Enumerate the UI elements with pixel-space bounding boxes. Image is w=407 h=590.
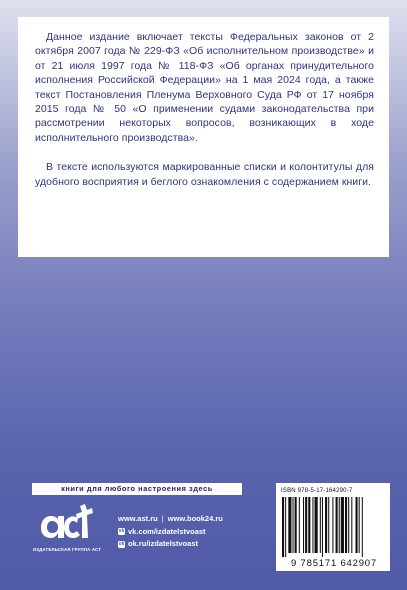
barcode-bar	[336, 497, 338, 553]
ast-logo-icon	[38, 500, 94, 546]
barcode-bar	[315, 497, 318, 553]
isbn-barcode-box	[276, 483, 390, 571]
annotation-paragraph-2: В тексте используются маркированные списки и колонтитулы для удобного восприятия и беглого ознакомления с содержанием книги.	[35, 161, 374, 188]
barcode-bar	[308, 497, 310, 553]
barcode-bar	[295, 497, 297, 553]
barcode-bar	[288, 497, 291, 553]
barcode-bar	[299, 497, 300, 553]
vk-icon: vk	[118, 528, 125, 535]
tagline-banner: книги для любого настроения здесь	[32, 483, 242, 495]
barcode-bar	[345, 497, 347, 553]
vk-row	[118, 526, 223, 539]
barcode-bar	[305, 497, 307, 553]
barcode-bar	[320, 497, 321, 553]
vk-link[interactable]: vk.com/izdatelstvoast	[128, 526, 206, 536]
barcode-bar	[339, 497, 340, 553]
barcode-bar	[293, 497, 294, 553]
barcode-bar	[312, 497, 313, 553]
barcode-bar	[362, 497, 363, 557]
barcode-bar	[282, 497, 284, 557]
barcode-bar	[341, 497, 344, 553]
barcode-icon	[282, 497, 384, 557]
ok-row	[118, 538, 223, 551]
barcode-bar	[328, 497, 329, 553]
barcode-bar	[351, 497, 352, 553]
annotation-box	[18, 17, 389, 257]
annotation-paragraph-1: Данное издание включает тексты Федеральных законов от 2 октября 2007 года № 229-ФЗ «Об исполнительном производстве» и от 21 июля 1997 года № 118-ФЗ «Об органах принудительного исполнения Российской Федерации» на 1 мая 2024 года, а также текст Постановления Пленума Верховного Суда РФ от 17 ноября 2015 года № 50 «О применении судами законодательства при рассмотрении некоторых вопросов, возникающих в ходе исполнительного производства».	[35, 31, 374, 144]
barcode-bar	[325, 497, 327, 553]
isbn-label: ISBN 978-5-17-164290-7	[281, 488, 353, 494]
barcode-bar	[303, 497, 304, 553]
barcode-bar	[285, 497, 286, 557]
logo-caption: ИЗДАТЕЛЬСКАЯ ГРУППА АСТ	[32, 547, 102, 552]
barcode-bar	[359, 497, 360, 553]
barcode-bar	[348, 497, 349, 553]
ok-icon: ok	[118, 540, 125, 547]
website-row	[118, 513, 223, 526]
ast-logo	[28, 500, 106, 560]
website-link-book24[interactable]: www.book24.ru	[167, 514, 223, 523]
barcode-digits: 9 785171 642907	[291, 558, 377, 569]
publisher-links	[118, 513, 223, 551]
barcode-bar	[322, 497, 323, 557]
ok-link[interactable]: ok.ru/izdatelstvoast	[128, 539, 199, 548]
link-separator: |	[161, 514, 164, 523]
barcode-bar	[356, 497, 358, 553]
website-link-ast[interactable]: www.ast.ru	[118, 514, 158, 523]
barcode-bar	[332, 497, 333, 553]
